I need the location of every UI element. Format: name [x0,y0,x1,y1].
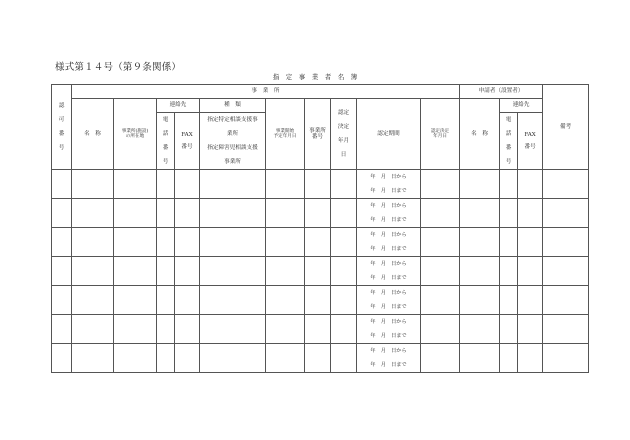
table-cell[interactable] [266,257,305,286]
table-cell[interactable] [157,228,175,257]
table-row [52,344,589,373]
table-cell[interactable] [157,315,175,344]
table-cell[interactable] [52,170,72,199]
table-cell[interactable] [518,286,543,315]
table-cell[interactable] [305,199,331,228]
table-cell[interactable] [72,170,114,199]
table-cell[interactable] [518,344,543,373]
period-from: 年 月 日から [370,261,407,267]
header-type: 種 類 [200,99,266,113]
table-cell[interactable] [543,228,589,257]
table-cell[interactable] [543,199,589,228]
table-cell[interactable] [331,228,357,257]
header-applicant-phone: 電 話 番 号 [500,113,518,170]
header-office-number: 事業所 番号 [305,99,331,170]
header-decision-date-2: 認定決定 年月日 [421,99,460,170]
table-cell[interactable] [305,228,331,257]
header-applicant-name: 名 称 [460,99,500,170]
period-from: 年 月 日から [370,203,407,209]
table-cell[interactable] [421,199,460,228]
header-type-items: 指定特定相談支援事 業所 指定障害児相談支援 事業所 [200,113,266,170]
table-cell[interactable] [421,257,460,286]
table-cell[interactable] [421,170,460,199]
table-cell[interactable] [543,286,589,315]
period-from: 年 月 日から [370,290,407,296]
table-cell[interactable] [72,315,114,344]
table-row [52,257,589,286]
certification-period-cell[interactable] [357,228,421,257]
table-cell[interactable] [157,257,175,286]
table-cell[interactable] [518,228,543,257]
table-cell[interactable] [72,257,114,286]
table-row [52,286,589,315]
table-cell[interactable] [266,199,305,228]
table-cell[interactable] [500,315,518,344]
table-cell[interactable] [305,257,331,286]
table-cell[interactable] [52,344,72,373]
header-address: 事業所(施設) の所在地 [114,99,157,170]
table-cell[interactable] [460,228,500,257]
table-cell[interactable] [460,257,500,286]
period-from: 年 月 日から [370,174,407,180]
table-cell[interactable] [421,286,460,315]
form-number: 様式第１４号（第９条関係） [55,62,182,73]
table-cell[interactable] [331,199,357,228]
table-cell[interactable] [266,315,305,344]
period-to: 年 月 日まで [370,217,407,223]
header-office-group: 事 業 所 [72,85,460,99]
certification-period-cell[interactable] [357,286,421,315]
header-start-date: 事業開始 予定年月日 [266,99,305,170]
table-cell[interactable] [518,170,543,199]
table-cell[interactable] [175,315,200,344]
table-cell[interactable] [543,315,589,344]
table-cell[interactable] [543,344,589,373]
table-cell[interactable] [543,257,589,286]
table-cell[interactable] [460,199,500,228]
table-cell[interactable] [114,228,157,257]
table-cell[interactable] [331,257,357,286]
table-cell[interactable] [421,315,460,344]
table-cell[interactable] [52,228,72,257]
period-from: 年 月 日から [370,319,407,325]
period-to: 年 月 日まで [370,333,407,339]
table-cell[interactable] [200,228,266,257]
table-cell[interactable] [114,344,157,373]
table-cell[interactable] [518,315,543,344]
certification-period-cell[interactable] [357,315,421,344]
table-cell[interactable] [200,199,266,228]
table-cell[interactable] [72,344,114,373]
table-cell[interactable] [500,286,518,315]
table-row [52,170,589,199]
header-fax: FAX 番号 [175,113,200,170]
table-cell[interactable] [52,315,72,344]
table-cell[interactable] [157,286,175,315]
table-cell[interactable] [460,170,500,199]
table-cell[interactable] [331,170,357,199]
table-cell[interactable] [114,199,157,228]
header-applicant-fax: FAX 番号 [518,113,543,170]
header-applicant-contact: 連絡先 [500,99,543,113]
table-cell[interactable] [200,286,266,315]
table-cell[interactable] [114,170,157,199]
table-cell[interactable] [157,170,175,199]
period-from: 年 月 日から [370,348,407,354]
table-cell[interactable] [460,286,500,315]
table-cell[interactable] [175,344,200,373]
table-cell[interactable] [460,315,500,344]
table-cell[interactable] [157,344,175,373]
designated-business-register-table [51,84,589,373]
table-cell[interactable] [200,170,266,199]
certification-period-cell[interactable] [357,344,421,373]
table-cell[interactable] [52,199,72,228]
table-cell[interactable] [305,315,331,344]
header-contact: 連絡先 [157,99,200,113]
page-title: 指 定 事 業 者 名 簿 [272,73,358,81]
header-certification-period: 認定期間 [357,99,421,170]
table-cell[interactable] [175,228,200,257]
table-cell[interactable] [500,170,518,199]
table-cell[interactable] [72,286,114,315]
header-applicant-group: 申請者（設置者） [460,85,543,99]
table-cell[interactable] [266,228,305,257]
table-cell[interactable] [518,199,543,228]
header-decision-date: 認定 決定 年月 日 [331,99,357,170]
table-cell[interactable] [114,286,157,315]
table-cell[interactable] [200,257,266,286]
table-cell[interactable] [460,344,500,373]
period-to: 年 月 日まで [370,188,407,194]
table-cell[interactable] [500,344,518,373]
table-cell[interactable] [175,286,200,315]
table-cell[interactable] [500,228,518,257]
table-cell[interactable] [200,344,266,373]
certification-period-cell[interactable] [357,257,421,286]
table-cell[interactable] [266,344,305,373]
table-cell[interactable] [114,257,157,286]
table-cell[interactable] [305,286,331,315]
table-cell[interactable] [331,344,357,373]
table-cell[interactable] [157,199,175,228]
period-from: 年 月 日から [370,232,407,238]
table-cell[interactable] [331,286,357,315]
period-to: 年 月 日まで [370,304,407,310]
table-row [52,315,589,344]
header-permit-number: 認 可 番 号 [52,85,72,170]
table-cell[interactable] [305,344,331,373]
table-cell[interactable] [52,286,72,315]
period-to: 年 月 日まで [370,275,407,281]
table-cell[interactable] [175,257,200,286]
table-cell[interactable] [421,228,460,257]
table-cell[interactable] [52,257,72,286]
period-to: 年 月 日まで [370,362,407,368]
table-cell[interactable] [500,199,518,228]
header-remarks: 備考 [543,85,589,170]
table-cell[interactable] [543,170,589,199]
table-cell[interactable] [72,228,114,257]
header-phone: 電 話 番 号 [157,113,175,170]
header-name: 名 称 [72,99,114,170]
table-cell[interactable] [331,315,357,344]
table-row [52,199,589,228]
table-cell[interactable] [266,170,305,199]
table-cell[interactable] [518,257,543,286]
certification-period-cell[interactable] [357,199,421,228]
table-cell[interactable] [266,286,305,315]
certification-period-cell[interactable] [357,170,421,199]
table-cell[interactable] [175,199,200,228]
period-to: 年 月 日まで [370,246,407,252]
table-row [52,228,589,257]
table-cell[interactable] [421,344,460,373]
table-cell[interactable] [114,315,157,344]
table-cell[interactable] [72,199,114,228]
table-cell[interactable] [175,170,200,199]
table-cell[interactable] [500,257,518,286]
table-cell[interactable] [305,170,331,199]
table-cell[interactable] [200,315,266,344]
